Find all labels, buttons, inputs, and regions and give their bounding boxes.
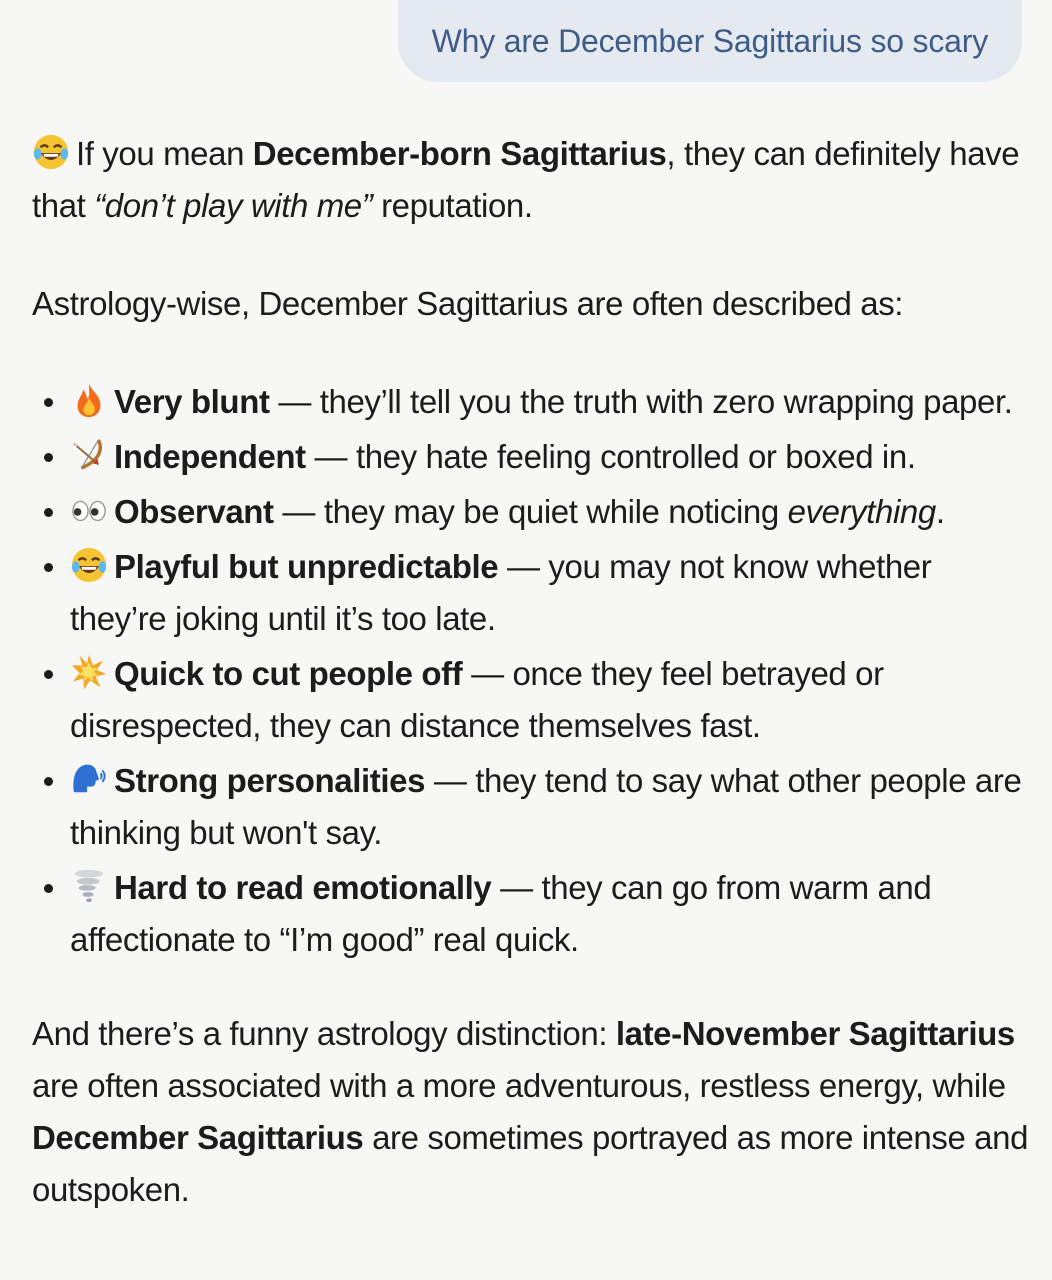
list-item: Strong personalities — they tend to say what other people are thinking but won't say.: [32, 755, 1032, 859]
trait-text: they may be quiet while noticing: [323, 493, 788, 530]
list-item: Hard to read emotionally — they can go from warm and affectionate to “I’m good” real quick.: [32, 862, 1032, 966]
trait-text: once they feel betrayed or disrespected, they can distance themselves fast.: [70, 655, 884, 744]
assistant-response: [32, 128, 1032, 1216]
trait-title: Very blunt: [114, 383, 270, 420]
tornado-emoji-icon: [70, 867, 108, 905]
eyes-emoji-icon: [70, 491, 108, 529]
list-item: Independent — they hate feeling controlled or boxed in.: [32, 431, 1032, 483]
list-item: Quick to cut people off — once they feel betrayed or disrespected, they can distance themselves fast.: [32, 648, 1032, 752]
laughing-emoji-icon: [70, 546, 108, 584]
trait-title: Playful but unpredictable: [114, 548, 499, 585]
trait-text: they’ll tell you the truth with zero wrapping paper.: [319, 383, 1013, 420]
closing-paragraph: And there’s a funny astrology distinction: late-November Sagittarius are often associated with a more adventurous, restless energy, while December Sagittarius are sometimes portrayed as more intense and outspoken.: [32, 1015, 1029, 1208]
user-message-text: Why are December Sagittarius so scary: [431, 22, 988, 59]
lead-paragraph: Astrology-wise, December Sagittarius are often described as:: [32, 285, 904, 322]
trait-title: Hard to read emotionally: [114, 869, 492, 906]
list-item: Observant — they may be quiet while noticing everything.: [32, 486, 1032, 538]
intro-paragraph: If you mean December-born Sagittarius, they can definitely have that “don’t play with me” reputation.: [32, 135, 1020, 224]
trait-text: they can go from warm and affectionate to “I’m good” real quick.: [70, 869, 932, 958]
list-item: Very blunt — they’ll tell you the truth with zero wrapping paper.: [32, 376, 1032, 428]
trait-text: they hate feeling controlled or boxed in.: [355, 438, 916, 475]
trait-text: they tend to say what other people are thinking but won't say.: [70, 762, 1022, 851]
trait-text: you may not know whether they’re joking until it’s too late.: [70, 548, 932, 637]
trait-title: Quick to cut people off: [114, 655, 463, 692]
bow-and-arrow-emoji-icon: [70, 436, 108, 474]
speaking-head-emoji-icon: [70, 760, 108, 798]
trait-title: Independent: [114, 438, 306, 475]
traits-list: [32, 376, 1032, 966]
trait-title: Strong personalities: [114, 762, 426, 799]
user-message-bubble: [398, 0, 1022, 82]
laughing-emoji-icon: [32, 133, 70, 171]
list-item: Playful but unpredictable — you may not know whether they’re joking until it’s too late.: [32, 541, 1032, 645]
collision-emoji-icon: [70, 653, 108, 691]
fire-emoji-icon: [70, 381, 108, 419]
trait-title: Observant: [114, 493, 274, 530]
